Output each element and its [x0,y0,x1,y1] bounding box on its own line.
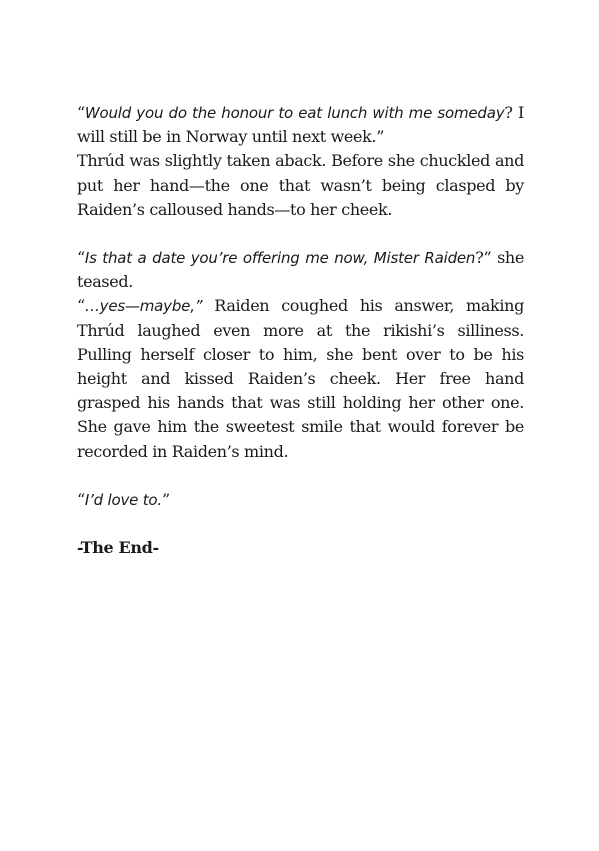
italic-quote: I’d love to. [84,490,162,509]
quote-mark: “ [77,489,85,509]
quote-rest: ? I will still be in Norway until next week.” [77,103,524,147]
paragraph-rest: Raiden coughed his answer, making Thrúd laughed even more at the rikishi’s silliness. Pulling herself closer to him, she bent over to be his height and kissed Raiden’s cheek. Her free hand grasped his hands that was still holding her other one. She gave him the sweetest smile that would forever be recorded in Raiden’s mind. [77,296,524,461]
paragraph-gap [77,222,524,246]
paragraph-thrud-reaction: Thrúd was slightly taken aback. Before she chuckled and put her hand—the one that wasn’t being clasped by Raiden’s calloused hands—to her cheek. [77,151,524,219]
the-end-heading: -The End- [77,538,159,558]
italic-quote: …yes—maybe,” [84,297,203,316]
paragraph-gap [77,464,524,488]
paragraph-date-tease [77,246,524,294]
quote-mark: “ [77,296,85,316]
quote-mark: “ [77,248,85,268]
quote-rest: ?” she teased. [77,248,525,292]
italic-quote: Would you do the honour to eat lunch with me someday [84,104,505,122]
story-text [77,101,524,560]
paragraph-lunch-invitation [77,101,524,149]
paragraph-gap [77,512,524,536]
italic-quote: Is that a date you’re offering me now, Mister Raiden [84,249,476,268]
paragraph-raiden-answer [77,294,524,463]
paragraph-love-to [77,488,524,512]
quote-mark: “ [77,103,85,122]
quote-mark: ” [161,489,170,509]
